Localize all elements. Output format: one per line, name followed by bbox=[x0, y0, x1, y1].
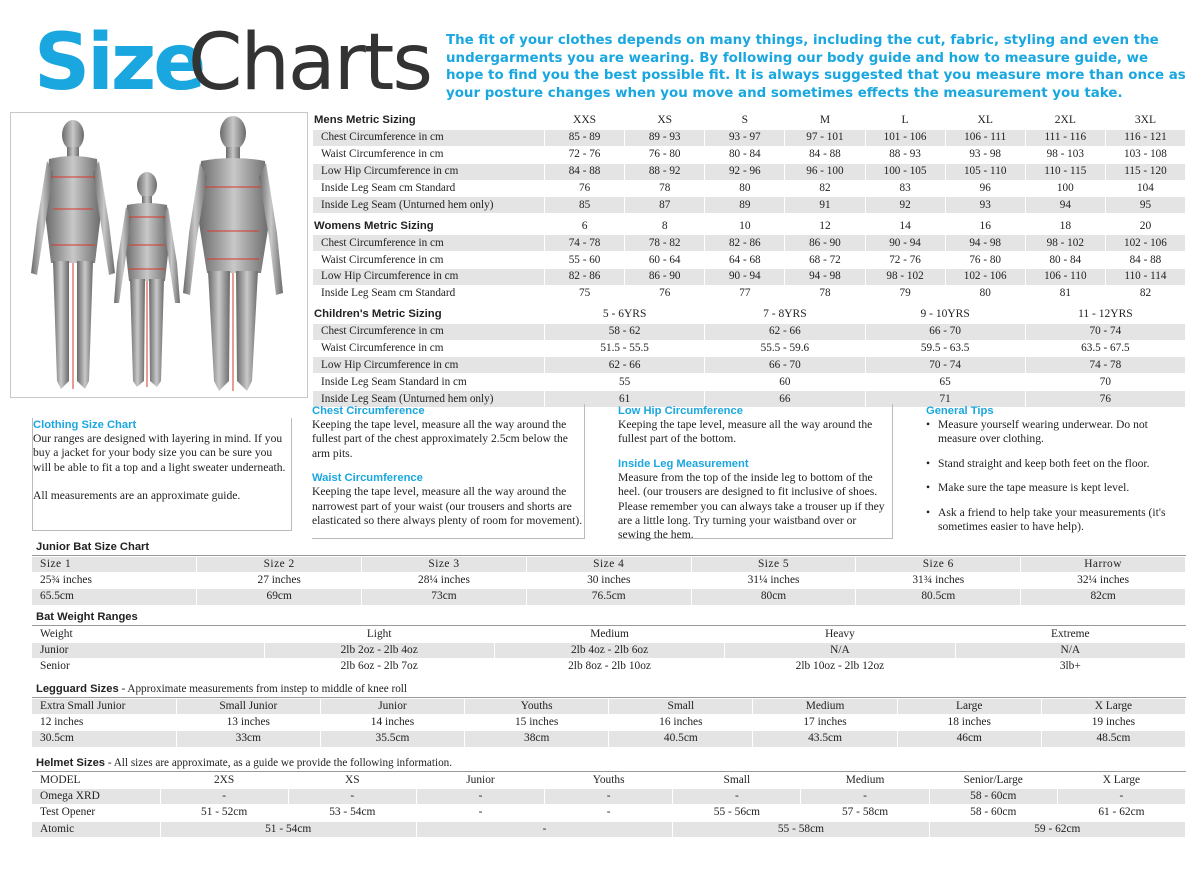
cell-value: 60 bbox=[705, 374, 865, 391]
waist-title: Waist Circumference bbox=[312, 472, 423, 485]
cell-value: 91 bbox=[785, 197, 865, 214]
cell-value: 93 bbox=[945, 197, 1025, 214]
cell-value: 3lb+ bbox=[955, 659, 1185, 675]
size-label: XXS bbox=[545, 113, 625, 130]
tip-item: • Make sure the tape measure is kept level. bbox=[926, 481, 1188, 495]
cell-value: 76 bbox=[1025, 391, 1185, 408]
table-row bbox=[313, 180, 1186, 197]
cell-value: - bbox=[416, 789, 544, 805]
cell-value: Senior/Large bbox=[929, 773, 1057, 789]
cell-value: Heavy bbox=[725, 627, 955, 643]
row-label: Low Hip Circumference in cm bbox=[313, 269, 545, 286]
row-label: Inside Leg Seam cm Standard bbox=[313, 180, 545, 197]
cell-value: 98 - 102 bbox=[1025, 235, 1105, 252]
cell-value: Medium bbox=[494, 627, 724, 643]
cell-value: 76 - 80 bbox=[625, 146, 705, 163]
cell-value: 110 - 115 bbox=[1025, 163, 1105, 180]
cell-value: 58 - 62 bbox=[545, 323, 705, 340]
table-row bbox=[313, 357, 1186, 374]
cell-value: 110 - 114 bbox=[1105, 269, 1185, 286]
tip-item: • Ask a friend to help take your measurements (it's sometimes easier to have help). bbox=[926, 506, 1188, 535]
cell-value: Size 1 bbox=[32, 557, 197, 573]
leg-title: Inside Leg Measurement bbox=[618, 457, 749, 470]
cell-value: Size 6 bbox=[856, 557, 1021, 573]
cell-value: 80cm bbox=[691, 589, 856, 605]
cell-value: 81 bbox=[1025, 285, 1105, 302]
legguard-table bbox=[32, 698, 1186, 748]
clothing-title: Clothing Size Chart bbox=[33, 419, 137, 431]
general-tips bbox=[926, 404, 1188, 544]
cell-value: 18 inches bbox=[897, 715, 1041, 731]
cell-value: - bbox=[673, 789, 801, 805]
tip-item: • Stand straight and keep both feet on the floor. bbox=[926, 457, 1188, 471]
cell-value: 62 - 66 bbox=[545, 357, 705, 374]
size-label: XS bbox=[625, 113, 705, 130]
cell-value: 58 - 60cm bbox=[929, 805, 1057, 821]
title-accent: Size bbox=[34, 18, 204, 108]
cell-value: - bbox=[545, 789, 673, 805]
helmet-table bbox=[32, 772, 1186, 838]
cell-value: Size 5 bbox=[691, 557, 856, 573]
cell-value: 2lb 10oz - 2lb 12oz bbox=[725, 659, 955, 675]
cell-value: 100 - 105 bbox=[865, 163, 945, 180]
cell-value: Junior bbox=[320, 699, 464, 715]
table-row bbox=[313, 197, 1186, 214]
mens-title: Mens Metric Sizing bbox=[313, 113, 545, 130]
cell-value: 57 - 58cm bbox=[801, 805, 929, 821]
row-label: Waist Circumference in cm bbox=[313, 252, 545, 269]
cell-value: 103 - 108 bbox=[1105, 146, 1185, 163]
cell-value: 78 bbox=[785, 285, 865, 302]
cell-value: 70 - 74 bbox=[1025, 323, 1185, 340]
cell-value: 62 - 66 bbox=[705, 323, 865, 340]
cell-value: 30.5cm bbox=[32, 731, 176, 747]
page-title: Charts bbox=[188, 18, 431, 108]
cell-value: 71 bbox=[865, 391, 1025, 408]
cell-value: 16 inches bbox=[609, 715, 753, 731]
cell-value: - bbox=[416, 821, 672, 837]
size-label: M bbox=[785, 113, 865, 130]
cell-value: 70 bbox=[1025, 374, 1185, 391]
cell-value: 65 bbox=[865, 374, 1025, 391]
row-label: Waist Circumference in cm bbox=[313, 146, 545, 163]
cell-value: 87 bbox=[625, 197, 705, 214]
cell-value: 94 - 98 bbox=[945, 235, 1025, 252]
cell-value: 55.5 - 59.6 bbox=[705, 340, 865, 357]
clothing-size-chart-section bbox=[32, 418, 292, 531]
cell-value: 55 - 58cm bbox=[673, 821, 929, 837]
cell-value: 80 bbox=[945, 285, 1025, 302]
cell-value: Atomic bbox=[32, 821, 160, 837]
cell-value: 15 inches bbox=[465, 715, 609, 731]
cell-value: 94 - 98 bbox=[785, 269, 865, 286]
cell-value: 35.5cm bbox=[320, 731, 464, 747]
cell-value: 111 - 116 bbox=[1025, 129, 1105, 146]
chest-waist-guide bbox=[312, 404, 585, 539]
cell-value: Youths bbox=[465, 699, 609, 715]
cell-value: - bbox=[801, 789, 929, 805]
cell-value: 104 bbox=[1105, 180, 1185, 197]
cell-value: MODEL bbox=[32, 773, 160, 789]
cell-value: 96 - 100 bbox=[785, 163, 865, 180]
cell-value: Small bbox=[609, 699, 753, 715]
cell-value: 66 - 70 bbox=[865, 323, 1025, 340]
tips-title: General Tips bbox=[926, 405, 994, 417]
cell-value: 58 - 60cm bbox=[929, 789, 1057, 805]
legguard-title: Legguard Sizes - Approximate measurements from instep to middle of knee roll bbox=[36, 683, 408, 695]
cell-value: 77 bbox=[705, 285, 785, 302]
cell-value: Test Opener bbox=[32, 805, 160, 821]
size-label: 20 bbox=[1105, 218, 1185, 235]
hip-title: Low Hip Circumference bbox=[618, 405, 743, 417]
row-label: Inside Leg Seam cm Standard bbox=[313, 285, 545, 302]
bat-weight-table bbox=[32, 626, 1186, 676]
cell-value: 2lb 2oz - 2lb 4oz bbox=[264, 643, 494, 659]
table-row bbox=[32, 659, 1186, 675]
hip-text: Keeping the tape level, measure all the way around the fullest part of the bottom. bbox=[618, 418, 873, 446]
cell-value: Junior bbox=[416, 773, 544, 789]
cell-value: 95 bbox=[1105, 197, 1185, 214]
cell-value: 25¾ inches bbox=[32, 573, 197, 589]
cell-value: 82 - 86 bbox=[545, 269, 625, 286]
cell-value: 19 inches bbox=[1041, 715, 1185, 731]
table-row bbox=[32, 715, 1186, 731]
cell-value: Small Junior bbox=[176, 699, 320, 715]
table-row bbox=[32, 643, 1186, 659]
cell-value: 105 - 110 bbox=[945, 163, 1025, 180]
childrens-header-row bbox=[313, 306, 1186, 323]
cell-value: 55 - 60 bbox=[545, 252, 625, 269]
row-label: Chest Circumference in cm bbox=[313, 323, 545, 340]
cell-value: 38cm bbox=[465, 731, 609, 747]
cell-value: 82 - 86 bbox=[705, 235, 785, 252]
cell-value: 53 - 54cm bbox=[288, 805, 416, 821]
table-row bbox=[313, 340, 1186, 357]
womens-header-row bbox=[313, 218, 1186, 235]
cell-value: 82cm bbox=[1021, 589, 1186, 605]
clothing-text: Our ranges are designed with layering in mind. If you buy a jacket for your body size you can be sure you will be able to fit a top and a light sweater underneath. bbox=[33, 432, 286, 474]
cell-value: 69cm bbox=[197, 589, 362, 605]
intro-text: The fit of your clothes depends on many things, including the cut, fabric, styling and even the undergarments you are wearing. By following our body guide and how to measure guide, we hope to find you the best possible fit. It is always suggested that you measure more than once as your posture changes when you move and sometimes effects the measurement you take. bbox=[446, 33, 1186, 101]
cell-value: N/A bbox=[955, 643, 1185, 659]
bat-weight-title: Bat Weight Ranges bbox=[36, 611, 138, 623]
size-label: 14 bbox=[865, 218, 945, 235]
cell-value: 2lb 4oz - 2lb 6oz bbox=[494, 643, 724, 659]
size-label: 18 bbox=[1025, 218, 1105, 235]
cell-value: 65.5cm bbox=[32, 589, 197, 605]
cell-value: Extreme bbox=[955, 627, 1185, 643]
cell-value: 98 - 103 bbox=[1025, 146, 1105, 163]
cell-value: 100 bbox=[1025, 180, 1105, 197]
chest-title: Chest Circumference bbox=[312, 405, 425, 417]
cell-value: - bbox=[1057, 789, 1185, 805]
cell-value: 84 - 88 bbox=[1105, 252, 1185, 269]
cell-value: 93 - 97 bbox=[705, 129, 785, 146]
table-row bbox=[32, 789, 1186, 805]
cell-value: 85 - 89 bbox=[545, 129, 625, 146]
waist-text: Keeping the tape level, measure all the way around the narrowest part of your waist (our trousers and shorts are elasticated so there always plenty of room for movement). bbox=[312, 485, 583, 528]
cell-value: 75 bbox=[545, 285, 625, 302]
cell-value: 74 - 78 bbox=[545, 235, 625, 252]
size-label: 16 bbox=[945, 218, 1025, 235]
cell-value: 2lb 8oz - 2lb 10oz bbox=[494, 659, 724, 675]
cell-value: Size 2 bbox=[197, 557, 362, 573]
cell-value: 51 - 52cm bbox=[160, 805, 288, 821]
cell-value: Omega XRD bbox=[32, 789, 160, 805]
cell-value: XS bbox=[288, 773, 416, 789]
childrens-title: Children's Metric Sizing bbox=[313, 306, 545, 323]
size-label: L bbox=[865, 113, 945, 130]
cell-value: 92 - 96 bbox=[705, 163, 785, 180]
cell-value: Weight bbox=[32, 627, 264, 643]
cell-value: 70 - 74 bbox=[865, 357, 1025, 374]
cell-value: 76 bbox=[545, 180, 625, 197]
cell-value: 76 - 80 bbox=[945, 252, 1025, 269]
cell-value: 86 - 90 bbox=[625, 269, 705, 286]
cell-value: 115 - 120 bbox=[1105, 163, 1185, 180]
row-label: Low Hip Circumference in cm bbox=[313, 357, 545, 374]
table-row bbox=[32, 699, 1186, 715]
table-row bbox=[313, 129, 1186, 146]
cell-value: 14 inches bbox=[320, 715, 464, 731]
cell-value: 2XS bbox=[160, 773, 288, 789]
cell-value: Small bbox=[673, 773, 801, 789]
cell-value: - bbox=[416, 805, 544, 821]
cell-value: 59.5 - 63.5 bbox=[865, 340, 1025, 357]
size-label: S bbox=[705, 113, 785, 130]
size-label: 7 - 8YRS bbox=[705, 306, 865, 323]
row-label: Inside Leg Seam (Unturned hem only) bbox=[313, 391, 545, 408]
cell-value: 63.5 - 67.5 bbox=[1025, 340, 1185, 357]
cell-value: 17 inches bbox=[753, 715, 897, 731]
size-label: 5 - 6YRS bbox=[545, 306, 705, 323]
table-row bbox=[313, 285, 1186, 302]
cell-value: 12 inches bbox=[32, 715, 176, 731]
size-label: 12 bbox=[785, 218, 865, 235]
cell-value: 89 bbox=[705, 197, 785, 214]
row-label: Chest Circumference in cm bbox=[313, 129, 545, 146]
table-row bbox=[32, 627, 1186, 643]
cell-value: 80.5cm bbox=[856, 589, 1021, 605]
cell-value: - bbox=[288, 789, 416, 805]
cell-value: Medium bbox=[801, 773, 929, 789]
cell-value: 55 - 56cm bbox=[673, 805, 801, 821]
cell-value: 97 - 101 bbox=[785, 129, 865, 146]
cell-value: 88 - 92 bbox=[625, 163, 705, 180]
size-label: XL bbox=[945, 113, 1025, 130]
cell-value: 73cm bbox=[362, 589, 527, 605]
cell-value: 92 bbox=[865, 197, 945, 214]
body-figures-image bbox=[10, 112, 308, 398]
table-row bbox=[313, 146, 1186, 163]
cell-value: Junior bbox=[32, 643, 264, 659]
size-label: 3XL bbox=[1105, 113, 1185, 130]
cell-value: 82 bbox=[1105, 285, 1185, 302]
cell-value: Light bbox=[264, 627, 494, 643]
table-row bbox=[32, 557, 1186, 573]
cell-value: Large bbox=[897, 699, 1041, 715]
row-label: Inside Leg Seam Standard in cm bbox=[313, 374, 545, 391]
cell-value: 61 - 62cm bbox=[1057, 805, 1185, 821]
cell-value: 84 - 88 bbox=[785, 146, 865, 163]
table-row bbox=[313, 269, 1186, 286]
cell-value: 76.5cm bbox=[526, 589, 691, 605]
cell-value: 59 - 62cm bbox=[929, 821, 1185, 837]
cell-value: 102 - 106 bbox=[1105, 235, 1185, 252]
cell-value: 46cm bbox=[897, 731, 1041, 747]
cell-value: X Large bbox=[1057, 773, 1185, 789]
size-label: 9 - 10YRS bbox=[865, 306, 1025, 323]
cell-value: 66 bbox=[705, 391, 865, 408]
cell-value: Size 3 bbox=[362, 557, 527, 573]
cell-value: X Large bbox=[1041, 699, 1185, 715]
cell-value: 96 bbox=[945, 180, 1025, 197]
cell-value: 98 - 102 bbox=[865, 269, 945, 286]
table-row bbox=[32, 821, 1186, 837]
cell-value: 32¼ inches bbox=[1021, 573, 1186, 589]
junior-bat-table bbox=[32, 556, 1186, 606]
cell-value: 82 bbox=[785, 180, 865, 197]
cell-value: 94 bbox=[1025, 197, 1105, 214]
metric-sizing-table bbox=[312, 112, 1186, 408]
table-row bbox=[32, 589, 1186, 605]
table-row bbox=[32, 773, 1186, 789]
cell-value: 31¾ inches bbox=[856, 573, 1021, 589]
legguard-subtitle: - Approximate measurements from instep to middle of knee roll bbox=[118, 683, 408, 695]
cell-value: 88 - 93 bbox=[865, 146, 945, 163]
cell-value: 80 - 84 bbox=[705, 146, 785, 163]
cell-value: 90 - 94 bbox=[705, 269, 785, 286]
cell-value: Harrow bbox=[1021, 557, 1186, 573]
womens-title: Womens Metric Sizing bbox=[313, 218, 545, 235]
cell-value: 28¼ inches bbox=[362, 573, 527, 589]
cell-value: 66 - 70 bbox=[705, 357, 865, 374]
cell-value: 85 bbox=[545, 197, 625, 214]
cell-value: 80 - 84 bbox=[1025, 252, 1105, 269]
size-label: 11 - 12YRS bbox=[1025, 306, 1185, 323]
cell-value: 48.5cm bbox=[1041, 731, 1185, 747]
cell-value: Senior bbox=[32, 659, 264, 675]
cell-value: 90 - 94 bbox=[865, 235, 945, 252]
size-label: 8 bbox=[625, 218, 705, 235]
table-row bbox=[32, 805, 1186, 821]
cell-value: 64 - 68 bbox=[705, 252, 785, 269]
row-label: Chest Circumference in cm bbox=[313, 235, 545, 252]
cell-value: Medium bbox=[753, 699, 897, 715]
chest-text: Keeping the tape level, measure all the way around the fullest part of the chest approximately 2.5cm below the arm pits. bbox=[312, 418, 568, 460]
cell-value: 51.5 - 55.5 bbox=[545, 340, 705, 357]
size-label: 2XL bbox=[1025, 113, 1105, 130]
cell-value: N/A bbox=[725, 643, 955, 659]
cell-value: 2lb 6oz - 2lb 7oz bbox=[264, 659, 494, 675]
table-row bbox=[313, 323, 1186, 340]
row-label: Inside Leg Seam (Unturned hem only) bbox=[313, 197, 545, 214]
body-measurement-illustration bbox=[11, 113, 307, 397]
cell-value: 106 - 111 bbox=[945, 129, 1025, 146]
hip-leg-guide bbox=[618, 404, 893, 542]
junior-bat-title: Junior Bat Size Chart bbox=[36, 541, 150, 553]
cell-value: 80 bbox=[705, 180, 785, 197]
cell-value: 31¼ inches bbox=[691, 573, 856, 589]
size-label: 10 bbox=[705, 218, 785, 235]
clothing-note: All measurements are an approximate guide. bbox=[33, 489, 241, 503]
cell-value: 33cm bbox=[176, 731, 320, 747]
cell-value: 74 - 78 bbox=[1025, 357, 1185, 374]
cell-value: 72 - 76 bbox=[545, 146, 625, 163]
cell-value: 79 bbox=[865, 285, 945, 302]
cell-value: 89 - 93 bbox=[625, 129, 705, 146]
size-label: 6 bbox=[545, 218, 625, 235]
table-row bbox=[32, 731, 1186, 747]
tip-item: • Measure yourself wearing underwear. Do not measure over clothing. bbox=[926, 418, 1188, 447]
table-row bbox=[313, 163, 1186, 180]
cell-value: 27 inches bbox=[197, 573, 362, 589]
cell-value: 72 - 76 bbox=[865, 252, 945, 269]
cell-value: 83 bbox=[865, 180, 945, 197]
cell-value: Youths bbox=[545, 773, 673, 789]
cell-value: 86 - 90 bbox=[785, 235, 865, 252]
cell-value: 106 - 110 bbox=[1025, 269, 1105, 286]
cell-value: 102 - 106 bbox=[945, 269, 1025, 286]
cell-value: 61 bbox=[545, 391, 705, 408]
table-row bbox=[313, 374, 1186, 391]
cell-value: 30 inches bbox=[526, 573, 691, 589]
leg-text: Measure from the top of the inside leg to bottom of the heel. (our trousers are designed to fit inclusive of shoes. Please remember you can always take a trouser up if they are a little long. Try turning your waistband over or sewing the hem. bbox=[618, 470, 885, 542]
helmet-title: Helmet Sizes - All sizes are approximate, as a guide we provide the following information. bbox=[36, 757, 453, 769]
cell-value: Extra Small Junior bbox=[32, 699, 176, 715]
cell-value: 55 bbox=[545, 374, 705, 391]
cell-value: - bbox=[160, 789, 288, 805]
helmet-subtitle: - All sizes are approximate, as a guide we provide the following information. bbox=[105, 757, 453, 769]
cell-value: 13 inches bbox=[176, 715, 320, 731]
cell-value: 60 - 64 bbox=[625, 252, 705, 269]
cell-value: 78 bbox=[625, 180, 705, 197]
cell-value: 84 - 88 bbox=[545, 163, 625, 180]
mens-header-row bbox=[313, 113, 1186, 130]
cell-value: - bbox=[545, 805, 673, 821]
cell-value: 101 - 106 bbox=[865, 129, 945, 146]
cell-value: Size 4 bbox=[526, 557, 691, 573]
cell-value: 51 - 54cm bbox=[160, 821, 416, 837]
cell-value: 78 - 82 bbox=[625, 235, 705, 252]
row-label: Low Hip Circumference in cm bbox=[313, 163, 545, 180]
cell-value: 76 bbox=[625, 285, 705, 302]
table-row bbox=[32, 573, 1186, 589]
cell-value: 93 - 98 bbox=[945, 146, 1025, 163]
cell-value: 116 - 121 bbox=[1105, 129, 1185, 146]
row-label: Waist Circumference in cm bbox=[313, 340, 545, 357]
cell-value: 68 - 72 bbox=[785, 252, 865, 269]
table-row bbox=[313, 235, 1186, 252]
cell-value: 43.5cm bbox=[753, 731, 897, 747]
cell-value: 40.5cm bbox=[609, 731, 753, 747]
table-row bbox=[313, 252, 1186, 269]
